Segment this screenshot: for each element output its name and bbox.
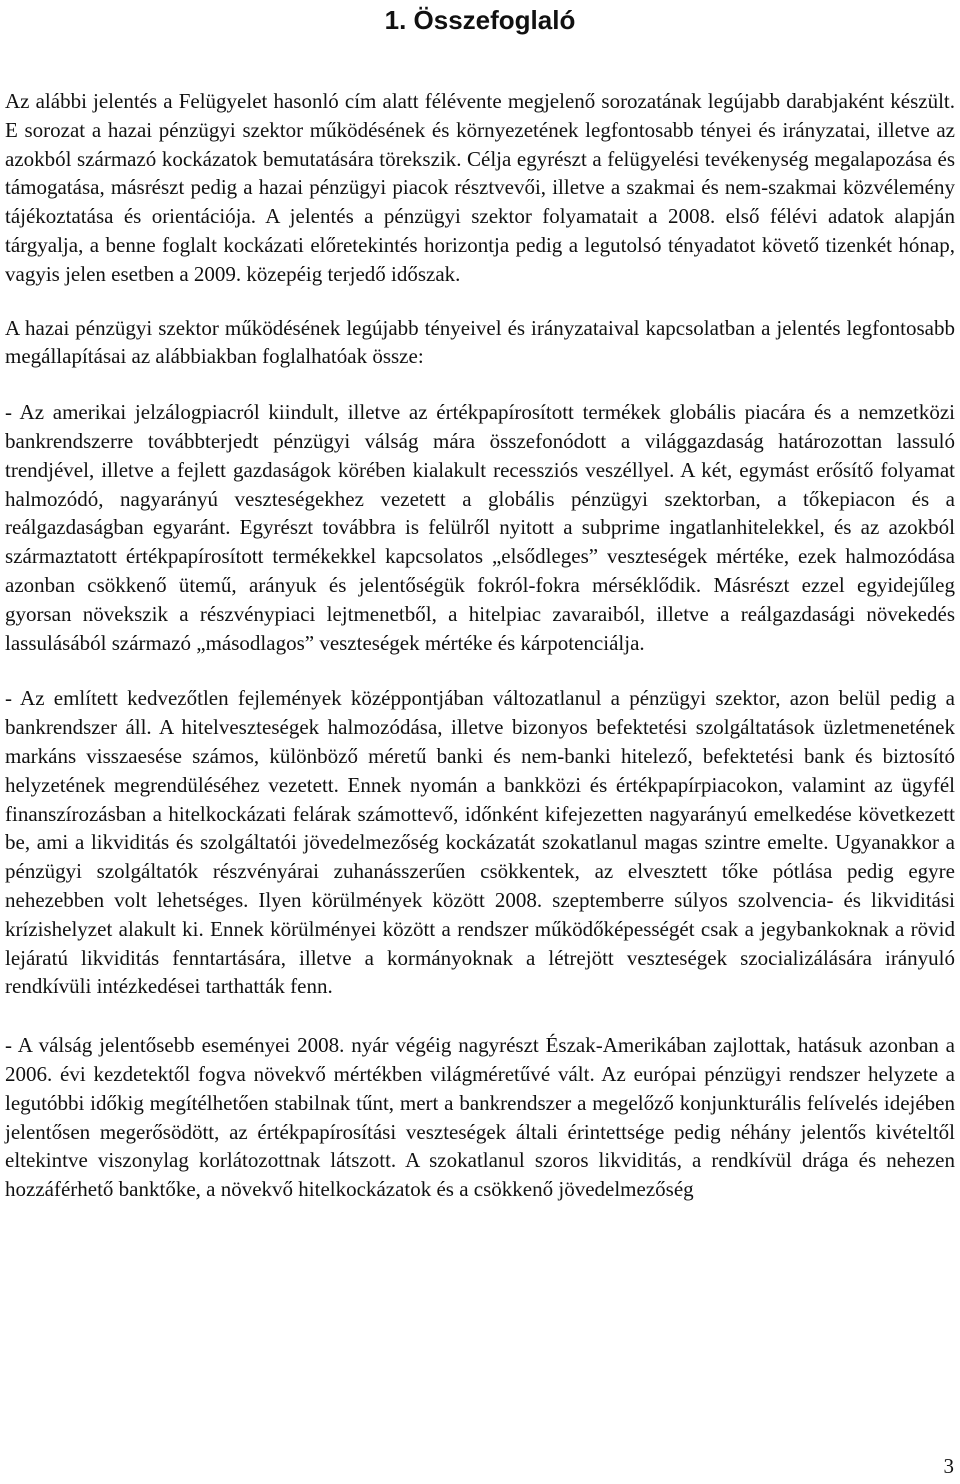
findings-intro-paragraph: A hazai pénzügyi szektor működésének legújabb tényeivel és irányzataival kapcsolatban a jelentés legfontosabb megállapításai az alábbiakban foglalhatóak össze: bbox=[5, 315, 955, 369]
finding-paragraph-2: - Az említett kedvezőtlen fejlemények középpontjában változatlanul a pénzügyi szektor, azon belül pedig a bankrendszer áll. A hitelveszteségek halmozódása, illetve bizonyos befektetési szolgáltatások üzletmenetének markáns visszaesése számos, különböző méretű banki és nem-banki hitelező, befektetési bank és biztosító helyzetének megrendüléséhez vezetett. Ennek nyomán a bankközi és értékpapírpiacokon, valamint az ügyfél finanszírozásban a hitelkockázati felárak számottevő, időnként kifejezetten nagyarányú emelkedése következett be, ami a likviditás és szolgáltatói jövedelmezőség kockázatát szokatlanul magas szintre emelte. Ugyanakkor a pénzügyi szolgáltatók részvényárai zuhanásszerűen csökkentek, az elvesztett tőke pótlása pedig egyre nehezebben volt lehetséges. Ilyen körülmények között 2008. szeptemberre súlyos szolvencia- és likviditási krízishelyzet alakult ki. Ennek körülményei között a rendszer működőképességét csak a jegybankoknak a rövid lejáratú likviditás fenntartására, illetve a kormányoknak a létrejött veszteségek szocializálására irányuló rendkívüli intézkedései tarthatták fenn. bbox=[5, 686, 955, 999]
finding-paragraph-3: - A válság jelentősebb eseményei 2008. nyár végéig nagyrészt Észak-Amerikában zajlottak, hatásuk azonban a 2006. évi kezdetektől fogva növekvő mértékben világméretűvé vált. Az európai pénzügyi rendszer helyzete a legutóbbi időkig megítélhetően stabilnak tűnt, mert a bankrendszer a megelőző konjunkturális felívelés idejében jelentősen megerősödött, az értékpapírosítási veszteségek általi érintettsége pedig néhány jelentős kivételtől eltekintve viszonylag korlátozottnak látszott. A szokatlanul szoros likviditás, a rendkívül drága és nehezen hozzáférhető banktőke, a növekvő hitelkockázatok és a csökkenő jövedelmezőség bbox=[5, 1033, 955, 1202]
finding-paragraph-1: - Az amerikai jelzálogpiacról kiindult, illetve az értékpapírosított termékek globális piacára és a nemzetközi bankrendszerre továbbterjedt pénzügyi válság mára összefonódott a világgazdaság határozottan lassuló trendjével, illetve a fejlett gazdaságok körében kialakult recessziós veszéllyel. A két, egymást erősítő folyamat halmozódó, nagyarányú veszteségekhez vezetett a globális pénzügyi szektorban, a tőkepiacon és a reálgazdaságban egyaránt. Egyrészt továbbra is felülről nyitott a subprime ingatlanhitelekkel, és az azokból származtatott értékpapírosított termékekkel kapcsolatos „elsődleges” veszteségek mértéke, ezek halmozódása azonban csökkenő ütemű, arányuk és jelentőségük fokról-fokra mérséklődik. Másrészt ezzel egyidejűleg gyorsan növekszik a részvénypiaci lejtmenetből, a hitelpiac zavaraiból, illetve a reálgazdasági növekedés lassulásából származó „másodlagos” veszteségek mértéke és kárpotenciálja. bbox=[5, 400, 955, 655]
page-number: 3 bbox=[943, 1454, 954, 1478]
page-title: 1. Összefoglaló bbox=[384, 5, 576, 35]
document-body bbox=[5, 87, 955, 1229]
intro-paragraph: Az alábbi jelentés a Felügyelet hasonló cím alatt félévente megjelenő sorozatának legújabb darabjaként készült. E sorozat a hazai pénzügyi szektor működésének és környezetének legfontosabb tényei és irányzatai, illetve az azokból származó kockázatok bemutatására törekszik. Célja egyrészt a felügyelési tevékenység megalapozása és támogatása, másrészt pedig a hazai pénzügyi piacok résztvevői, illetve a szakmai és nem-szakmai közvélemény tájékoztatása és orientációja. A jelentés a pénzügyi szektor folyamatait a 2008. első félévi adatok alapján tárgyalja, a benne foglalt kockázati előretekintés horizontja pedig a legutolsó tényadatot követő tizenkét hónap, vagyis jelen esetben a 2009. közepéig terjedő időszak. bbox=[5, 89, 955, 286]
